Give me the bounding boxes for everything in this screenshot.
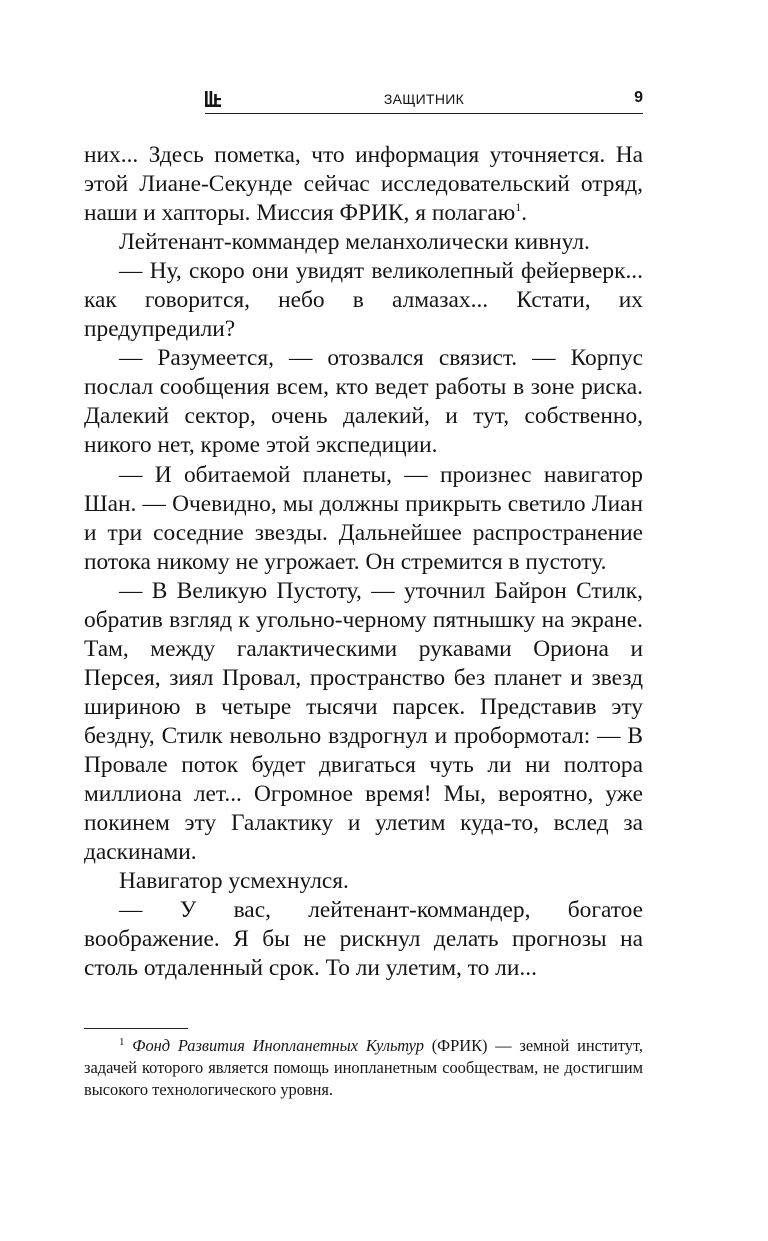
footnote-marker: 1 xyxy=(119,1036,125,1048)
paragraph: Навигатор усмехнулся. xyxy=(119,868,349,895)
page-number: 9 xyxy=(634,89,643,106)
running-head xyxy=(205,90,643,112)
body-text xyxy=(84,141,643,983)
footnote-reference: 1 xyxy=(515,200,522,215)
footnote-rule xyxy=(84,1028,188,1029)
paragraph: — У вас, лейтенант-коммандер, богатое воображение. Я бы не рискнул делать прогнозы на столь отдаленный срок. То ли улетим, то ли... xyxy=(84,897,643,982)
header-rule xyxy=(205,113,643,114)
paragraph: — В Великую Пустоту, — уточнил Байрон Стилк, обратив взгляд к угольно-черному пятнышку на экране. Там, между галактическими рукавами Ориона и Персея, зиял Провал, пространство без планет и звезд шириною в четыре тысячи парсек. Представив эту бездну, Стилк невольно вздрогнул и пробормотал: — В Провале поток будет двигаться чуть ли ни полтора миллиона лет... Огромное время! Мы, вероятно, уже покинем эту Галактику и улетим куда-то, вслед за даскинами. xyxy=(84,577,643,866)
footnote-term: Фонд Развития Инопланетных Культур xyxy=(132,1036,424,1055)
footnote-text: (ФРИК) — земной институт, задачей которого является помощь инопланетным сообществам, не достигшим высокого технологического уровня. xyxy=(84,1036,643,1099)
paragraph: Лейтенант-коммандер меланхолически кивнул. xyxy=(119,229,590,256)
running-title: ЗАЩИТНИК xyxy=(383,91,465,107)
paragraph: — Разумеется, — отозвался связист. — Корпус послал сообщения всем, кто ведет работы в зоне риска. Далекий сектор, очень далекий, и тут, собственно, никого нет, кроме этой экспедиции. xyxy=(84,345,643,459)
footnote xyxy=(84,1035,643,1101)
paragraph: — И обитаемой планеты, — произнес навигатор Шан. — Очевидно, мы должны прикрыть светило Лиан и три соседние звезды. Дальнейшее распространение потока никому не угрожает. Он стремится в пустоту. xyxy=(84,461,643,575)
paragraph: них... Здесь пометка, что информация уточняется. На этой Лиане-Секунде сейчас исследовательский отряд, наши и хапторы. Миссия ФРИК, я полагаю$^1$. xyxy=(84,142,643,227)
paragraph: — Ну, скоро они увидят великолепный фейерверк... как говорится, небо в алмазах... Кстати, их предупредили? xyxy=(84,258,643,343)
